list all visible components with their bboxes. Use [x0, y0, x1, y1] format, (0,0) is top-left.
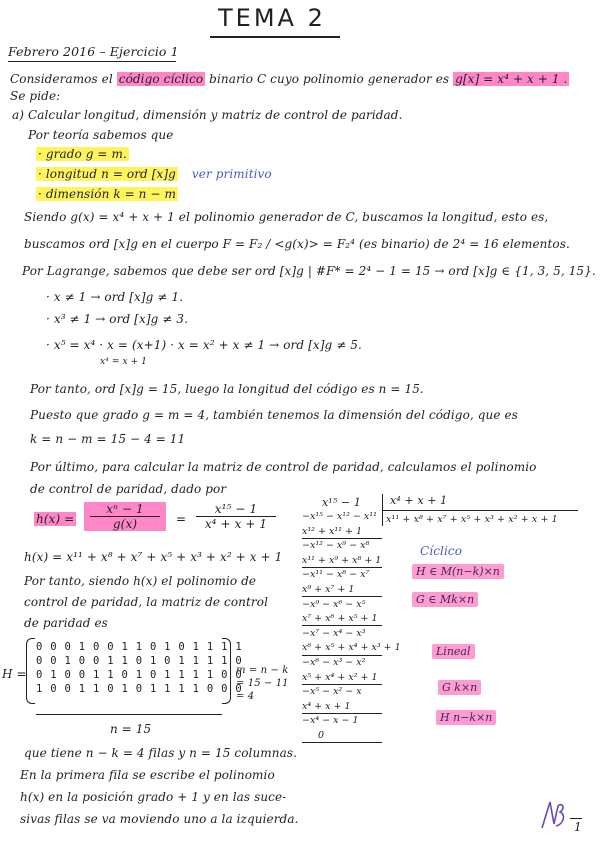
division-step: −x¹⁵ − x¹² − x¹¹ — [302, 511, 377, 522]
fraction-1-num: xⁿ − 1 — [106, 502, 144, 516]
finally-line-2: de control de paridad, dado por — [30, 482, 227, 496]
fraction-1-den: g(x) — [90, 516, 160, 531]
lagrange-line: Por Lagrange, sabemos que debe ser ord [x]g | #F* = 2⁴ − 1 = 15 → ord [x]g ∈ {1, 3, 5, 15}. — [22, 264, 596, 278]
division-rule — [302, 538, 382, 539]
division-step: −x⁴ − x − 1 — [302, 715, 359, 727]
matrix-row: 0 0 0 1 0 0 1 1 0 1 0 1 1 1 1 — [36, 641, 243, 653]
statement — [10, 72, 569, 86]
bullet-text: · longitud n = ord [x]g — [38, 167, 176, 181]
statement-middle: binario C cuyo polinomio generador es — [209, 72, 450, 86]
note-lineal-g — [438, 676, 481, 695]
division-step: x⁶ + x⁵ + x⁴ + x³ + 1 — [302, 642, 401, 654]
matrix-left-bracket — [26, 638, 35, 704]
fraction-2 — [196, 502, 276, 531]
bullet-note: ver primitivo — [191, 167, 272, 181]
note-ciclico-g — [412, 588, 478, 607]
division-step: −x⁵ − x² − x — [302, 686, 362, 698]
conclusion-n: Por tanto, ord [x]g = 15, luego la longitud del código es n = 15. — [30, 382, 424, 396]
page-number-mark — [570, 818, 582, 819]
division-quotient: x¹¹ + x⁸ + x⁷ + x⁵ + x³ + x² + x + 1 — [386, 514, 558, 525]
exam-header: Febrero 2016 – Ejercicio 1 — [8, 44, 179, 59]
siendo-line-1: Siendo g(x) = x⁴ + x + 1 el polinomio generador de C, buscamos la longitud, esto es, — [24, 210, 549, 224]
h-definition-lhs — [34, 512, 76, 526]
note-lineal-h-text: H n−k×n — [436, 710, 496, 725]
division-rule — [302, 625, 382, 626]
matrix-intro-1: Por tanto, siendo h(x) el polinomio de — [24, 574, 257, 588]
k-value: k = n − m = 15 − 4 = 11 — [30, 432, 186, 446]
division-step: x¹² + x¹¹ + 1 — [302, 525, 362, 537]
bullet-text: · grado g = m. — [38, 147, 127, 161]
check-2: · x³ ≠ 1 → ord [x]g ≠ 3. — [46, 312, 189, 326]
division-remainder: 0 — [318, 729, 325, 741]
part-a: a) Calcular longitud, dimensión y matriz de control de paridad. — [12, 108, 403, 122]
note-ciclico-g-text: G ∈ Mk×n — [412, 592, 478, 607]
title-underline — [210, 36, 340, 38]
division-step: −x⁹ − x⁶ − x⁵ — [302, 598, 366, 610]
bullet-dimension — [36, 187, 178, 201]
note-ciclico-h — [412, 560, 504, 579]
division-steps — [302, 510, 401, 744]
h-lhs: h(x) = — [36, 512, 75, 526]
matrix-intro-3: de paridad es — [24, 616, 108, 630]
division-step: −x⁶ − x³ − x² — [302, 656, 366, 668]
division-rule — [302, 742, 382, 743]
division-divisor: x⁴ + x + 1 — [390, 494, 448, 507]
division-rule — [302, 596, 382, 597]
division-step: x⁷ + x⁶ + x⁵ + 1 — [302, 613, 378, 625]
explanation-3: sivas filas se va moviendo uno a la izquierda. — [20, 812, 299, 826]
matrix-right-bracket — [222, 638, 231, 704]
substitution-note: x⁴ = x + 1 — [100, 357, 148, 367]
division-step: x¹¹ + x⁹ + x⁸ + 1 — [302, 554, 382, 566]
note-lineal-label-text: Lineal — [432, 644, 475, 659]
matrix-label: H = — [2, 667, 27, 681]
division-step: x⁵ + x⁴ + x² + 1 — [302, 671, 378, 683]
division-step: −x¹¹ − x⁸ − x⁷ — [302, 569, 370, 581]
matrix-row: 0 0 1 0 0 1 1 0 1 0 1 1 1 1 0 — [36, 655, 243, 667]
division-horizontal-line — [382, 510, 578, 511]
matrix-width-line — [36, 714, 222, 715]
note-ciclico-h-text: H ∈ M(n−k)×n — [412, 564, 504, 579]
exam-header-underline — [8, 61, 176, 62]
division-rule — [302, 713, 382, 714]
division-rule — [302, 567, 382, 568]
matrix-row: 1 0 0 1 1 0 1 0 1 1 1 1 0 0 0 — [36, 683, 243, 695]
siendo-line-2: buscamos ord [x]g en el cuerpo F = F₂ / <g(x)> = F₂⁴ (es binario) de 2⁴ = 16 elementos. — [24, 237, 570, 251]
matrix-summary: que tiene n − k = 4 filas y n = 15 columnas. — [24, 746, 298, 760]
explanation-1: En la primera fila se escribe el polinomio — [20, 768, 275, 782]
check-3: · x⁵ = x⁴ · x = (x+1) · x = x² + x ≠ 1 → ord [x]g ≠ 5. — [46, 338, 362, 352]
fraction-1 — [84, 502, 166, 531]
page-title: TEMA 2 — [218, 4, 326, 32]
dimension-line: Puesto que grado g = m = 4, también tenemos la dimensión del código, que es — [30, 408, 518, 422]
page-number: 1 — [574, 820, 582, 834]
fraction-2-num: x¹⁵ − 1 — [214, 502, 258, 516]
note-lineal-label — [432, 640, 475, 659]
matrix-intro-2: control de paridad, la matriz de control — [24, 595, 269, 609]
division-rule — [302, 684, 382, 685]
bullet-text: · dimensión k = n − m — [38, 187, 176, 201]
note-lineal-h — [436, 706, 496, 725]
division-dividend: x¹⁵ − 1 — [322, 496, 361, 509]
explanation-2: h(x) en la posición grado + 1 y en las suce- — [20, 790, 287, 804]
asked-label: Se pide: — [10, 89, 61, 103]
fraction-2-den: x⁴ + x + 1 — [196, 516, 276, 531]
division-step: −x⁷ − x⁴ − x³ — [302, 627, 366, 639]
h-result: h(x) = x¹¹ + x⁸ + x⁷ + x⁵ + x³ + x² + x + 1 — [24, 550, 283, 564]
division-rule — [302, 655, 382, 656]
statement-prefix: Consideramos el — [10, 72, 113, 86]
matrix-cols-label: n = 15 — [110, 722, 152, 736]
bullet-grado — [36, 147, 129, 161]
generator-highlight: g[x] = x⁴ + x + 1 . — [455, 72, 568, 86]
note-lineal-g-text: G k×n — [438, 680, 481, 695]
note-ciclico-label: Cíclico — [420, 544, 463, 558]
h-eq: = — [176, 512, 187, 526]
bullet-longitud — [36, 167, 272, 181]
division-step: x⁹ + x⁷ + 1 — [302, 583, 355, 595]
theory-intro: Por teoría sabemos que — [28, 128, 174, 142]
division-step: x⁴ + x + 1 — [302, 700, 351, 712]
check-1: · x ≠ 1 → ord [x]g ≠ 1. — [46, 290, 184, 304]
matrix-body — [36, 640, 243, 696]
signature-icon — [538, 798, 568, 832]
matrix-row: 0 1 0 0 1 1 0 1 0 1 1 1 1 0 0 — [36, 669, 243, 681]
finally-line-1: Por último, para calcular la matriz de control de paridad, calculamos el polinomio — [30, 460, 537, 474]
code-word-highlight: código cíclico — [118, 72, 204, 86]
matrix-rows-label: m = n − k = 15 − 11 = 4 — [236, 665, 289, 702]
division-step: −x¹² − x⁹ − x⁸ — [302, 540, 370, 552]
